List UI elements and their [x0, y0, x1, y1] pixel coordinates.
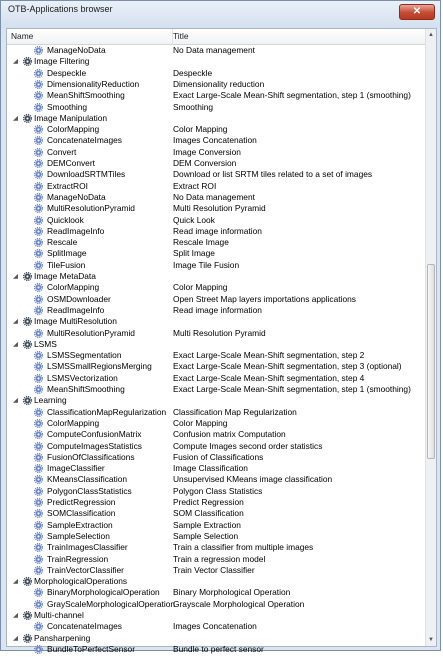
tree-leaf-row[interactable]	[7, 68, 427, 79]
gear-icon	[34, 204, 43, 213]
tree-leaf-row[interactable]	[7, 350, 427, 361]
tree-group-row[interactable]	[7, 339, 427, 350]
tree-leaf-row[interactable]	[7, 135, 427, 146]
gear-group-icon	[23, 577, 32, 586]
app-name: SampleSelection	[47, 530, 110, 541]
gear-icon	[34, 385, 43, 394]
scrollbar-thumb[interactable]	[427, 264, 435, 459]
app-name: DimensionalityReduction	[47, 78, 140, 89]
app-title: Images Concatenation	[173, 621, 257, 632]
gear-icon	[34, 46, 43, 55]
tree-group-row[interactable]	[7, 395, 427, 406]
app-name: MeanShiftSmoothing	[47, 90, 125, 101]
app-name: ManageNoData	[47, 45, 106, 55]
app-title: Multi Resolution Pyramid	[173, 203, 266, 214]
gear-icon	[34, 430, 43, 439]
app-title: Color Mapping	[173, 282, 228, 293]
window-title: OTB-Applications browser	[8, 4, 113, 14]
tree-leaf-row[interactable]	[7, 102, 427, 113]
gear-icon	[34, 136, 43, 145]
app-title: Compute Images second order statistics	[173, 440, 323, 451]
tree-leaf-row[interactable]	[7, 90, 427, 101]
gear-icon	[34, 193, 43, 202]
app-name: Despeckle	[47, 67, 87, 78]
gear-icon	[34, 329, 43, 338]
app-name: Quicklook	[47, 214, 84, 225]
expanded-arrow-icon[interactable]: ◢	[13, 114, 18, 122]
app-name: BinaryMorphologicalOperation	[47, 587, 160, 598]
app-title: Images Concatenation	[173, 135, 257, 146]
app-name: SplitImage	[47, 248, 87, 259]
vertical-scrollbar[interactable]	[425, 29, 436, 646]
group-label: LSMS	[34, 338, 57, 349]
app-title: Exact Large-Scale Mean-Shift segmentation, step 3 (optional)	[173, 361, 402, 372]
gear-icon	[34, 148, 43, 157]
app-title: Read image information	[173, 304, 262, 315]
gear-icon	[34, 532, 43, 541]
app-title: Exact Large-Scale Mean-Shift segmentation, step 4	[173, 372, 365, 383]
app-name: TileFusion	[47, 259, 86, 270]
tree-leaf-row[interactable]	[7, 248, 427, 259]
tree-leaf-row[interactable]	[7, 328, 427, 339]
scroll-up-arrow-icon[interactable]: ▲	[428, 32, 434, 38]
tree-leaf-row[interactable]	[7, 373, 427, 384]
group-label: Image MultiResolution	[34, 316, 117, 327]
tree-leaf-row[interactable]	[7, 599, 427, 610]
tree-group-row[interactable]	[7, 113, 427, 124]
tree-leaf-row[interactable]	[7, 554, 427, 565]
app-title: Image Conversion	[173, 146, 241, 157]
tree-leaf-row[interactable]	[7, 260, 427, 271]
gear-group-icon	[23, 114, 32, 123]
app-title: No Data management	[173, 45, 255, 55]
tree-leaf-row[interactable]	[7, 542, 427, 553]
gear-icon	[34, 80, 43, 89]
gear-icon	[34, 125, 43, 134]
app-title: Multi Resolution Pyramid	[173, 327, 266, 338]
tree-leaf-row[interactable]	[7, 621, 427, 632]
gear-icon	[34, 227, 43, 236]
gear-icon	[34, 170, 43, 179]
expanded-arrow-icon[interactable]: ◢	[13, 318, 18, 326]
app-name: MultiResolutionPyramid	[47, 327, 135, 338]
app-name: TrainVectorClassifier	[47, 564, 124, 575]
tree-leaf-row[interactable]	[7, 282, 427, 293]
title-bar[interactable]	[1, 1, 440, 28]
gear-icon	[34, 249, 43, 258]
app-title: Color Mapping	[173, 124, 228, 135]
app-title: Sample Selection	[173, 530, 239, 541]
tree-leaf-row[interactable]	[7, 474, 427, 485]
gear-icon	[34, 351, 43, 360]
app-title: Exact Large-Scale Mean-Shift segmentation, step 1 (smoothing)	[173, 90, 411, 101]
app-title: Image Classification	[173, 463, 248, 474]
expanded-arrow-icon[interactable]: ◢	[13, 58, 18, 66]
app-title: Split Image	[173, 248, 215, 259]
gear-icon	[34, 555, 43, 564]
tree-leaf-row[interactable]	[7, 226, 427, 237]
app-name: LSMSSegmentation	[47, 350, 122, 361]
app-name: ReadImageInfo	[47, 225, 105, 236]
app-name: ColorMapping	[47, 124, 100, 135]
app-title: Read image information	[173, 225, 262, 236]
app-title: SOM Classification	[173, 508, 244, 519]
app-title: Fusion of Classifications	[173, 451, 264, 462]
column-header-name[interactable]: Name	[7, 29, 173, 44]
app-name: ColorMapping	[47, 282, 100, 293]
column-header-title[interactable]: Title	[173, 31, 189, 41]
app-name: ReadImageInfo	[47, 304, 105, 315]
app-title: Sample Extraction	[173, 519, 241, 530]
tree-leaf-row[interactable]	[7, 407, 427, 418]
expanded-arrow-icon[interactable]: ◢	[13, 397, 18, 405]
tree-group-row[interactable]	[7, 610, 427, 621]
app-name: DEMConvert	[47, 158, 95, 168]
tree-leaf-row[interactable]	[7, 565, 427, 576]
app-title: Classification Map Regularization	[173, 406, 297, 417]
app-name: ClassificationMapRegularization	[47, 406, 167, 417]
app-title: Rescale Image	[173, 237, 229, 248]
gear-icon	[34, 182, 43, 191]
group-label: Learning	[34, 395, 67, 406]
gear-icon	[34, 238, 43, 247]
gear-icon	[34, 91, 43, 100]
gear-icon	[34, 442, 43, 451]
tree-leaf-row[interactable]	[7, 305, 427, 316]
gear-icon	[34, 374, 43, 383]
tree-leaf-row[interactable]	[7, 158, 427, 169]
gear-icon	[34, 159, 43, 168]
app-name: PredictRegression	[47, 497, 116, 507]
app-name: ConcatenateImages	[47, 621, 122, 632]
tree-leaf-row[interactable]	[7, 418, 427, 429]
tree-leaf-row[interactable]	[7, 294, 427, 305]
tree-group-row[interactable]	[7, 316, 427, 327]
app-title: Binary Morphological Operation	[173, 587, 291, 598]
app-title: Despeckle	[173, 67, 213, 78]
tree-leaf-row[interactable]	[7, 441, 427, 452]
app-title: Exact Large-Scale Mean-Shift segmentation, step 2	[173, 350, 365, 361]
app-name: PolygonClassStatistics	[47, 485, 132, 496]
app-name: ExtractROI	[47, 180, 88, 191]
gear-icon	[34, 103, 43, 112]
gear-icon	[34, 600, 43, 609]
gear-icon	[34, 566, 43, 575]
app-name: ComputeConfusionMatrix	[47, 429, 142, 440]
tree-leaf-row[interactable]	[7, 486, 427, 497]
app-name: BundleToPerfectSensor	[47, 643, 135, 654]
app-name: Convert	[47, 146, 77, 157]
gear-icon	[34, 509, 43, 518]
app-name: TrainRegression	[47, 553, 109, 564]
gear-icon	[34, 419, 43, 428]
gear-icon	[34, 521, 43, 530]
app-title: Train Vector Classifier	[173, 564, 255, 575]
app-name: MultiResolutionPyramid	[47, 203, 135, 214]
tree-group-row[interactable]	[7, 633, 427, 644]
gear-group-icon	[23, 396, 32, 405]
tree-leaf-row[interactable]	[7, 147, 427, 158]
app-name: ComputeImagesStatistics	[47, 440, 142, 451]
gear-group-icon	[23, 611, 32, 620]
app-name: OSMDownloader	[47, 293, 111, 304]
app-title: Grayscale Morphological Operation	[173, 598, 305, 609]
app-name: ImageClassifier	[47, 463, 105, 474]
group-label: Pansharpening	[34, 632, 91, 643]
app-name: TrainImagesClassifier	[47, 542, 128, 553]
app-title: Train a regression model	[173, 553, 266, 564]
app-name: ManageNoData	[47, 191, 106, 202]
expanded-arrow-icon[interactable]: ◢	[13, 634, 18, 642]
gear-icon	[34, 306, 43, 315]
app-name: SampleExtraction	[47, 519, 113, 530]
app-name: DownloadSRTMTiles	[47, 169, 126, 180]
app-title: Polygon Class Statistics	[173, 485, 263, 496]
tree-leaf-row[interactable]	[7, 452, 427, 463]
tree-leaf-row[interactable]	[7, 497, 427, 508]
tree-leaf-row[interactable]	[7, 192, 427, 203]
app-title: Unsupervised KMeans image classification	[173, 474, 333, 485]
column-header	[7, 29, 427, 45]
tree-leaf-row[interactable]	[7, 531, 427, 542]
gear-icon	[34, 261, 43, 270]
tree-group-row[interactable]	[7, 56, 427, 67]
tree-leaf-row[interactable]	[7, 644, 427, 655]
app-name: SOMClassification	[47, 508, 116, 519]
gear-icon	[34, 645, 43, 654]
tree-leaf-row[interactable]	[7, 181, 427, 192]
tree-leaf-row[interactable]	[7, 429, 427, 440]
tree-group-row[interactable]	[7, 576, 427, 587]
gear-icon	[34, 283, 43, 292]
app-title: Extract ROI	[173, 180, 217, 191]
gear-group-icon	[23, 272, 32, 281]
tree-leaf-row[interactable]	[7, 463, 427, 474]
gear-icon	[34, 487, 43, 496]
app-title: Smoothing	[173, 101, 214, 112]
gear-icon	[34, 464, 43, 473]
gear-icon	[34, 498, 43, 507]
tree-leaf-row[interactable]	[7, 215, 427, 226]
app-title: Train a classifier from multiple images	[173, 542, 314, 553]
scroll-down-arrow-icon[interactable]: ▼	[428, 637, 434, 643]
gear-group-icon	[23, 57, 32, 66]
app-title: Image Tile Fusion	[173, 259, 240, 270]
tree-leaf-row[interactable]	[7, 587, 427, 598]
app-name: LSMSVectorization	[47, 372, 118, 383]
gear-group-icon	[23, 340, 32, 349]
app-title: DEM Conversion	[173, 158, 237, 168]
gear-icon	[34, 588, 43, 597]
tree-group-row[interactable]	[7, 271, 427, 282]
app-name: ConcatenateImages	[47, 135, 122, 146]
gear-icon	[34, 362, 43, 371]
tree-leaf-row[interactable]	[7, 237, 427, 248]
app-title: Color Mapping	[173, 417, 228, 428]
expanded-arrow-icon[interactable]: ◢	[13, 612, 18, 619]
gear-icon	[34, 69, 43, 78]
gear-group-icon	[23, 317, 32, 326]
tree-leaf-row[interactable]	[7, 384, 427, 395]
app-title: Open Street Map layers importations applications	[173, 293, 356, 304]
tree-leaf-row[interactable]	[7, 124, 427, 135]
tree-leaf-row[interactable]	[7, 520, 427, 531]
expanded-arrow-icon[interactable]: ◢	[13, 340, 18, 348]
tree-leaf-row[interactable]	[7, 79, 427, 90]
gear-icon	[34, 543, 43, 552]
app-name: Smoothing	[47, 101, 88, 112]
gear-icon	[34, 475, 43, 484]
gear-icon	[34, 622, 43, 631]
app-name: GrayScaleMorphologicalOperation	[47, 598, 176, 609]
app-title: Dimensionality reduction	[173, 78, 265, 89]
gear-icon	[34, 216, 43, 225]
group-label: MorphologicalOperations	[34, 576, 128, 587]
gear-icon	[34, 295, 43, 304]
group-label: Image MetaData	[34, 271, 96, 281]
app-name: KMeansClassification	[47, 474, 128, 485]
app-name: LSMSSmallRegionsMerging	[47, 361, 152, 372]
close-button[interactable]: ✕	[399, 4, 435, 20]
app-title: Bundle to perfect sensor	[173, 643, 264, 654]
gear-group-icon	[23, 634, 32, 643]
tree-view[interactable]	[6, 28, 437, 654]
gear-icon	[34, 408, 43, 417]
app-title: Exact Large-Scale Mean-Shift segmentation, step 1 (smoothing)	[173, 384, 411, 394]
app-name: Rescale	[47, 237, 78, 248]
tree-rows	[7, 44, 427, 654]
expanded-arrow-icon[interactable]: ◢	[13, 273, 18, 280]
app-name: MeanShiftSmoothing	[47, 384, 125, 394]
app-name: FusionOfClassifications	[47, 451, 135, 462]
tree-leaf-row[interactable]	[7, 361, 427, 372]
app-name: ColorMapping	[47, 417, 100, 428]
gear-icon	[34, 453, 43, 462]
app-title: Confusion matrix Computation	[173, 429, 286, 440]
tree-leaf-row[interactable]	[7, 508, 427, 519]
app-title: Predict Regression	[173, 497, 244, 507]
app-title: Download or list SRTM tiles related to a set of images	[173, 169, 373, 180]
group-label: Image Filtering	[34, 56, 90, 67]
tree-leaf-row[interactable]	[7, 45, 427, 56]
app-title: Quick Look	[173, 214, 215, 225]
tree-leaf-row[interactable]	[7, 169, 427, 180]
group-label: Multi-channel	[34, 610, 84, 620]
expanded-arrow-icon[interactable]: ◢	[13, 578, 18, 586]
tree-leaf-row[interactable]	[7, 203, 427, 214]
group-label: Image Manipulation	[34, 112, 108, 123]
app-title: No Data management	[173, 191, 255, 202]
